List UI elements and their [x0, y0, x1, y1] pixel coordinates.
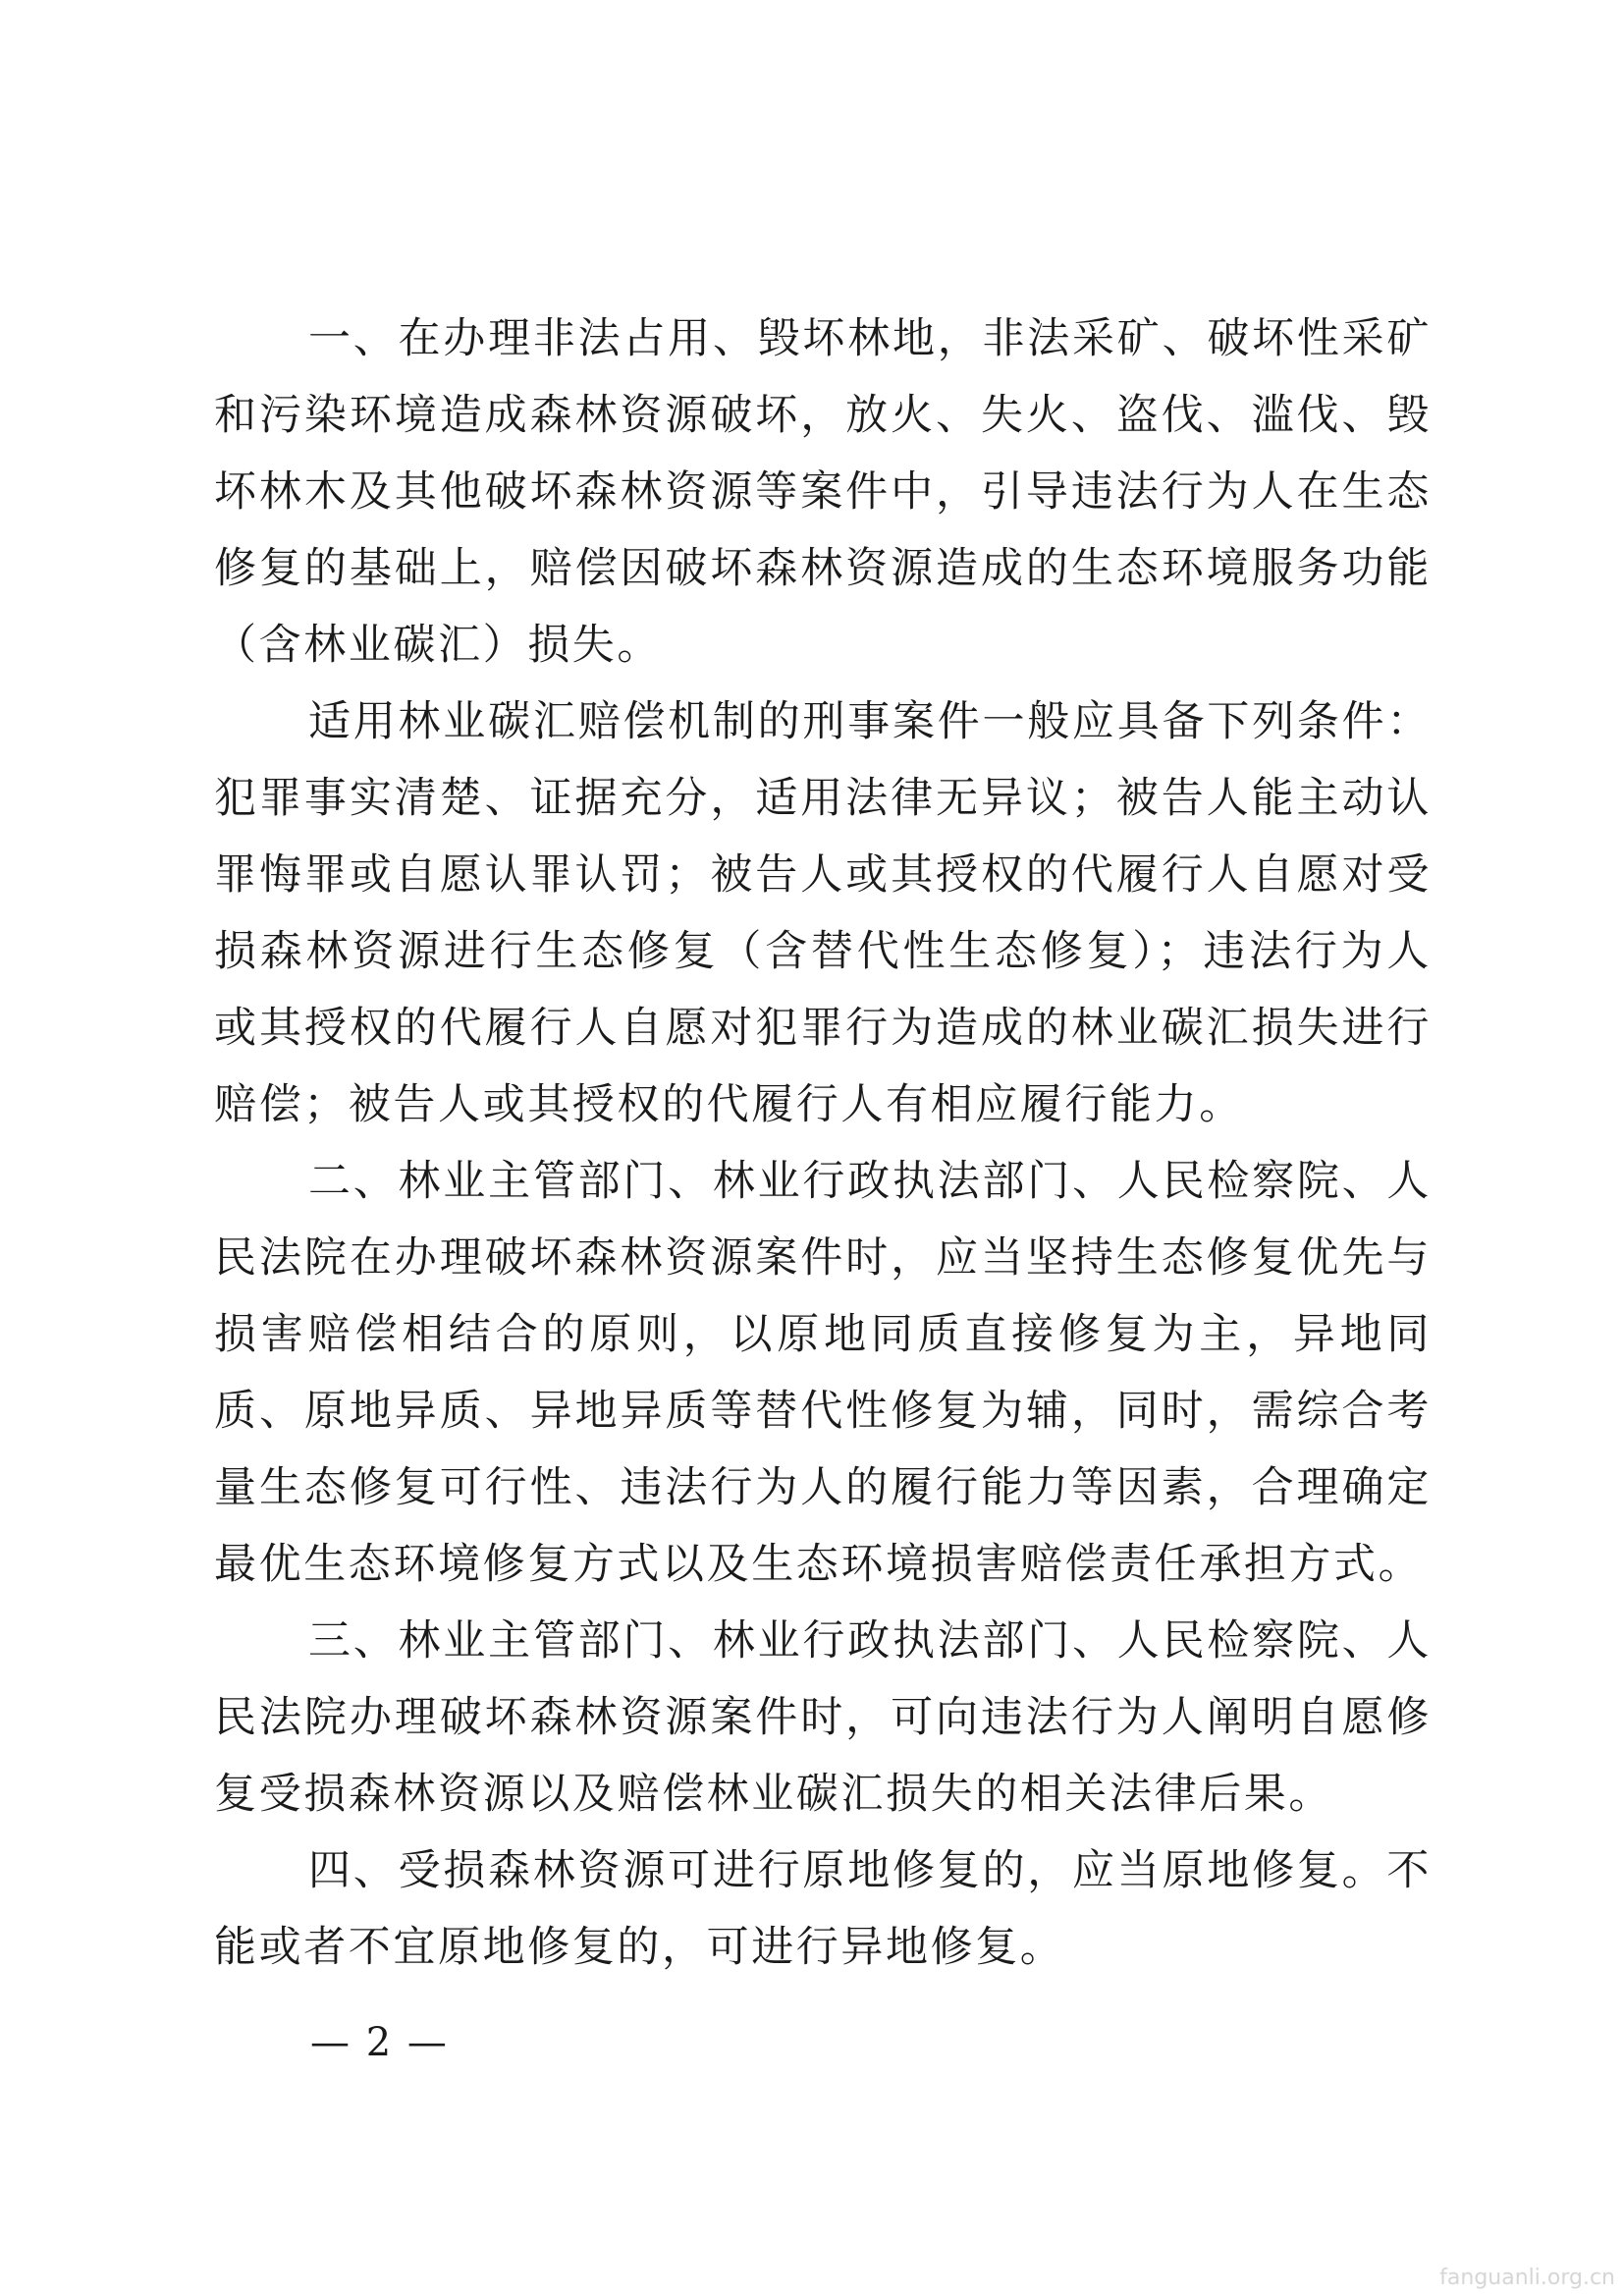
paragraph-article-2: 二、林业主管部门、林业行政执法部门、人民检察院、人民法院在办理破坏森林资源案件时，应当坚持生态修复优先与损害赔偿相结合的原则，以原地同质直接修复为主，异地同质、原地异质、异地异质等替代性修复为辅，同时，需综合考量生态修复可行性、违法行为人的履行能力等因素，合理确定最优生态环境修复方式以及生态环境损害赔偿责任承担方式。 [214, 1157, 1432, 1589]
paragraph-article-1: 一、在办理非法占用、毁坏林地，非法采矿、破坏性采矿和污染环境造成森林资源破坏，放火、失火、盗伐、滥伐、毁坏林木及其他破坏森林资源等案件中，引导违法行为人在生态修复的基础上，赔偿因破坏森林资源造成的生态环境服务功能（含林业碳汇）损失。 [214, 314, 1432, 670]
paragraph-article-4: 四、受损森林资源可进行原地修复的，应当原地修复。不能或者不宜原地修复的，可进行异地修复。 [214, 1846, 1432, 1972]
document-body [214, 301, 1432, 1986]
paragraph-conditions: 适用林业碳汇赔偿机制的刑事案件一般应具备下列条件：犯罪事实清楚、证据充分，适用法律无异议；被告人能主动认罪悔罪或自愿认罪认罚；被告人或其授权的代履行人自愿对受损森林资源进行生态修复（含替代性生态修复）；违法行为人或其授权的代履行人自愿对犯罪行为造成的林业碳汇损失进行赔偿；被告人或其授权的代履行人有相应履行能力。 [214, 697, 1432, 1129]
watermark: fanguanli.org.cn [1439, 2266, 1615, 2290]
page-number: — 2 — [310, 2020, 449, 2065]
paragraph-article-3: 三、林业主管部门、林业行政执法部门、人民检察院、人民法院办理破坏森林资源案件时，可向违法行为人阐明自愿修复受损森林资源以及赔偿林业碳汇损失的相关法律后果。 [214, 1616, 1432, 1819]
